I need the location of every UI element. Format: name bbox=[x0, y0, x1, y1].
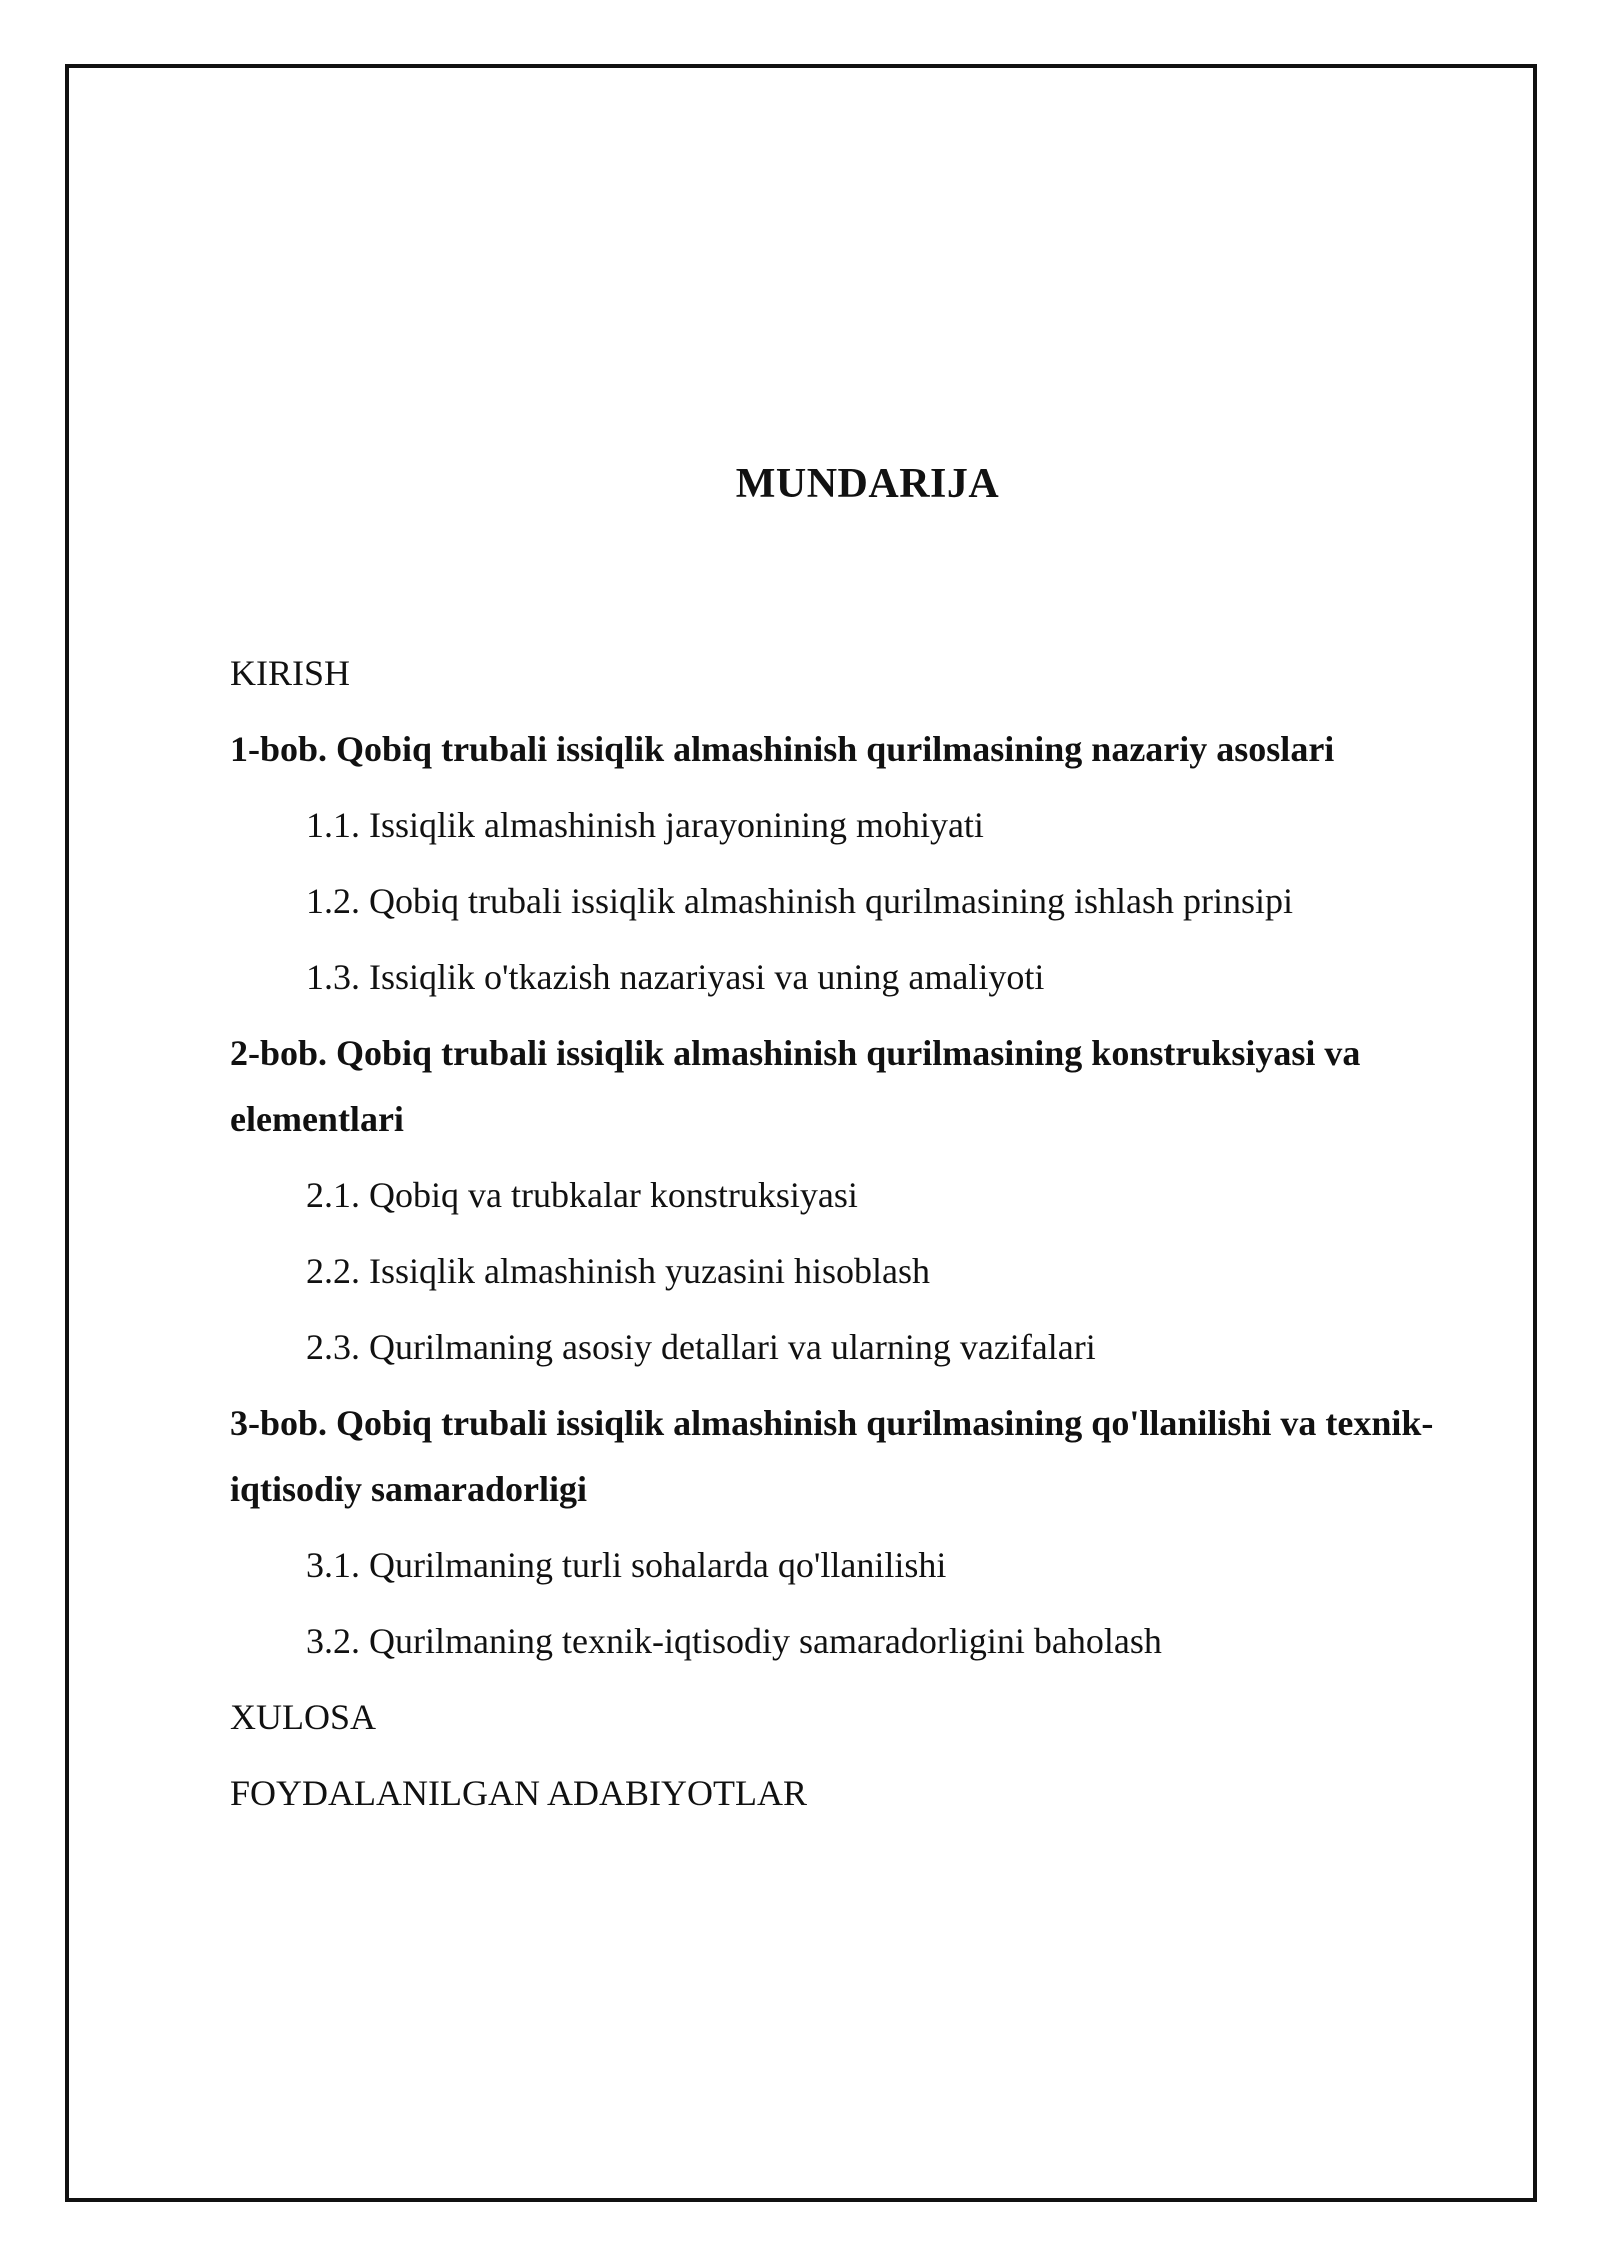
toc-section-3-1: 3.1. Qurilmaning turli sohalarda qo'llanilishi bbox=[306, 1545, 947, 1585]
toc-chapter-1: 1-bob. Qobiq trubali issiqlik almashinish qurilmasining nazariy asoslari bbox=[230, 729, 1335, 769]
toc-entry-introduction: KIRISH bbox=[230, 653, 351, 693]
toc-section-1-3: 1.3. Issiqlik o'tkazish nazariyasi va uning amaliyoti bbox=[306, 957, 1045, 997]
page-title: MUNDARIJA bbox=[735, 461, 1000, 507]
toc-chapter-3: 3-bob. Qobiq trubali issiqlik almashinish qurilmasining qo'llanilishi va texnik-iqtisodiy samaradorligi bbox=[230, 1403, 1434, 1509]
toc-section-1-1: 1.1. Issiqlik almashinish jarayonining mohiyati bbox=[306, 805, 984, 845]
toc-section-2-1: 2.1. Qobiq va trubkalar konstruksiyasi bbox=[306, 1175, 858, 1215]
toc-chapter-2: 2-bob. Qobiq trubali issiqlik almashinish qurilmasining konstruksiyasi va elementlari bbox=[230, 1033, 1361, 1139]
toc-entry-references: FOYDALANILGAN ADABIYOTLAR bbox=[230, 1773, 807, 1813]
toc-entry-conclusion: XULOSA bbox=[230, 1697, 377, 1737]
toc-section-3-2: 3.2. Qurilmaning texnik-iqtisodiy samaradorligini baholash bbox=[306, 1621, 1162, 1661]
toc-section-2-3: 2.3. Qurilmaning asosiy detallari va ularning vazifalari bbox=[306, 1327, 1096, 1367]
toc-section-1-2: 1.2. Qobiq trubali issiqlik almashinish qurilmasining ishlash prinsipi bbox=[306, 881, 1293, 921]
table-of-contents bbox=[230, 640, 1460, 1836]
toc-section-2-2: 2.2. Issiqlik almashinish yuzasini hisoblash bbox=[306, 1251, 930, 1291]
